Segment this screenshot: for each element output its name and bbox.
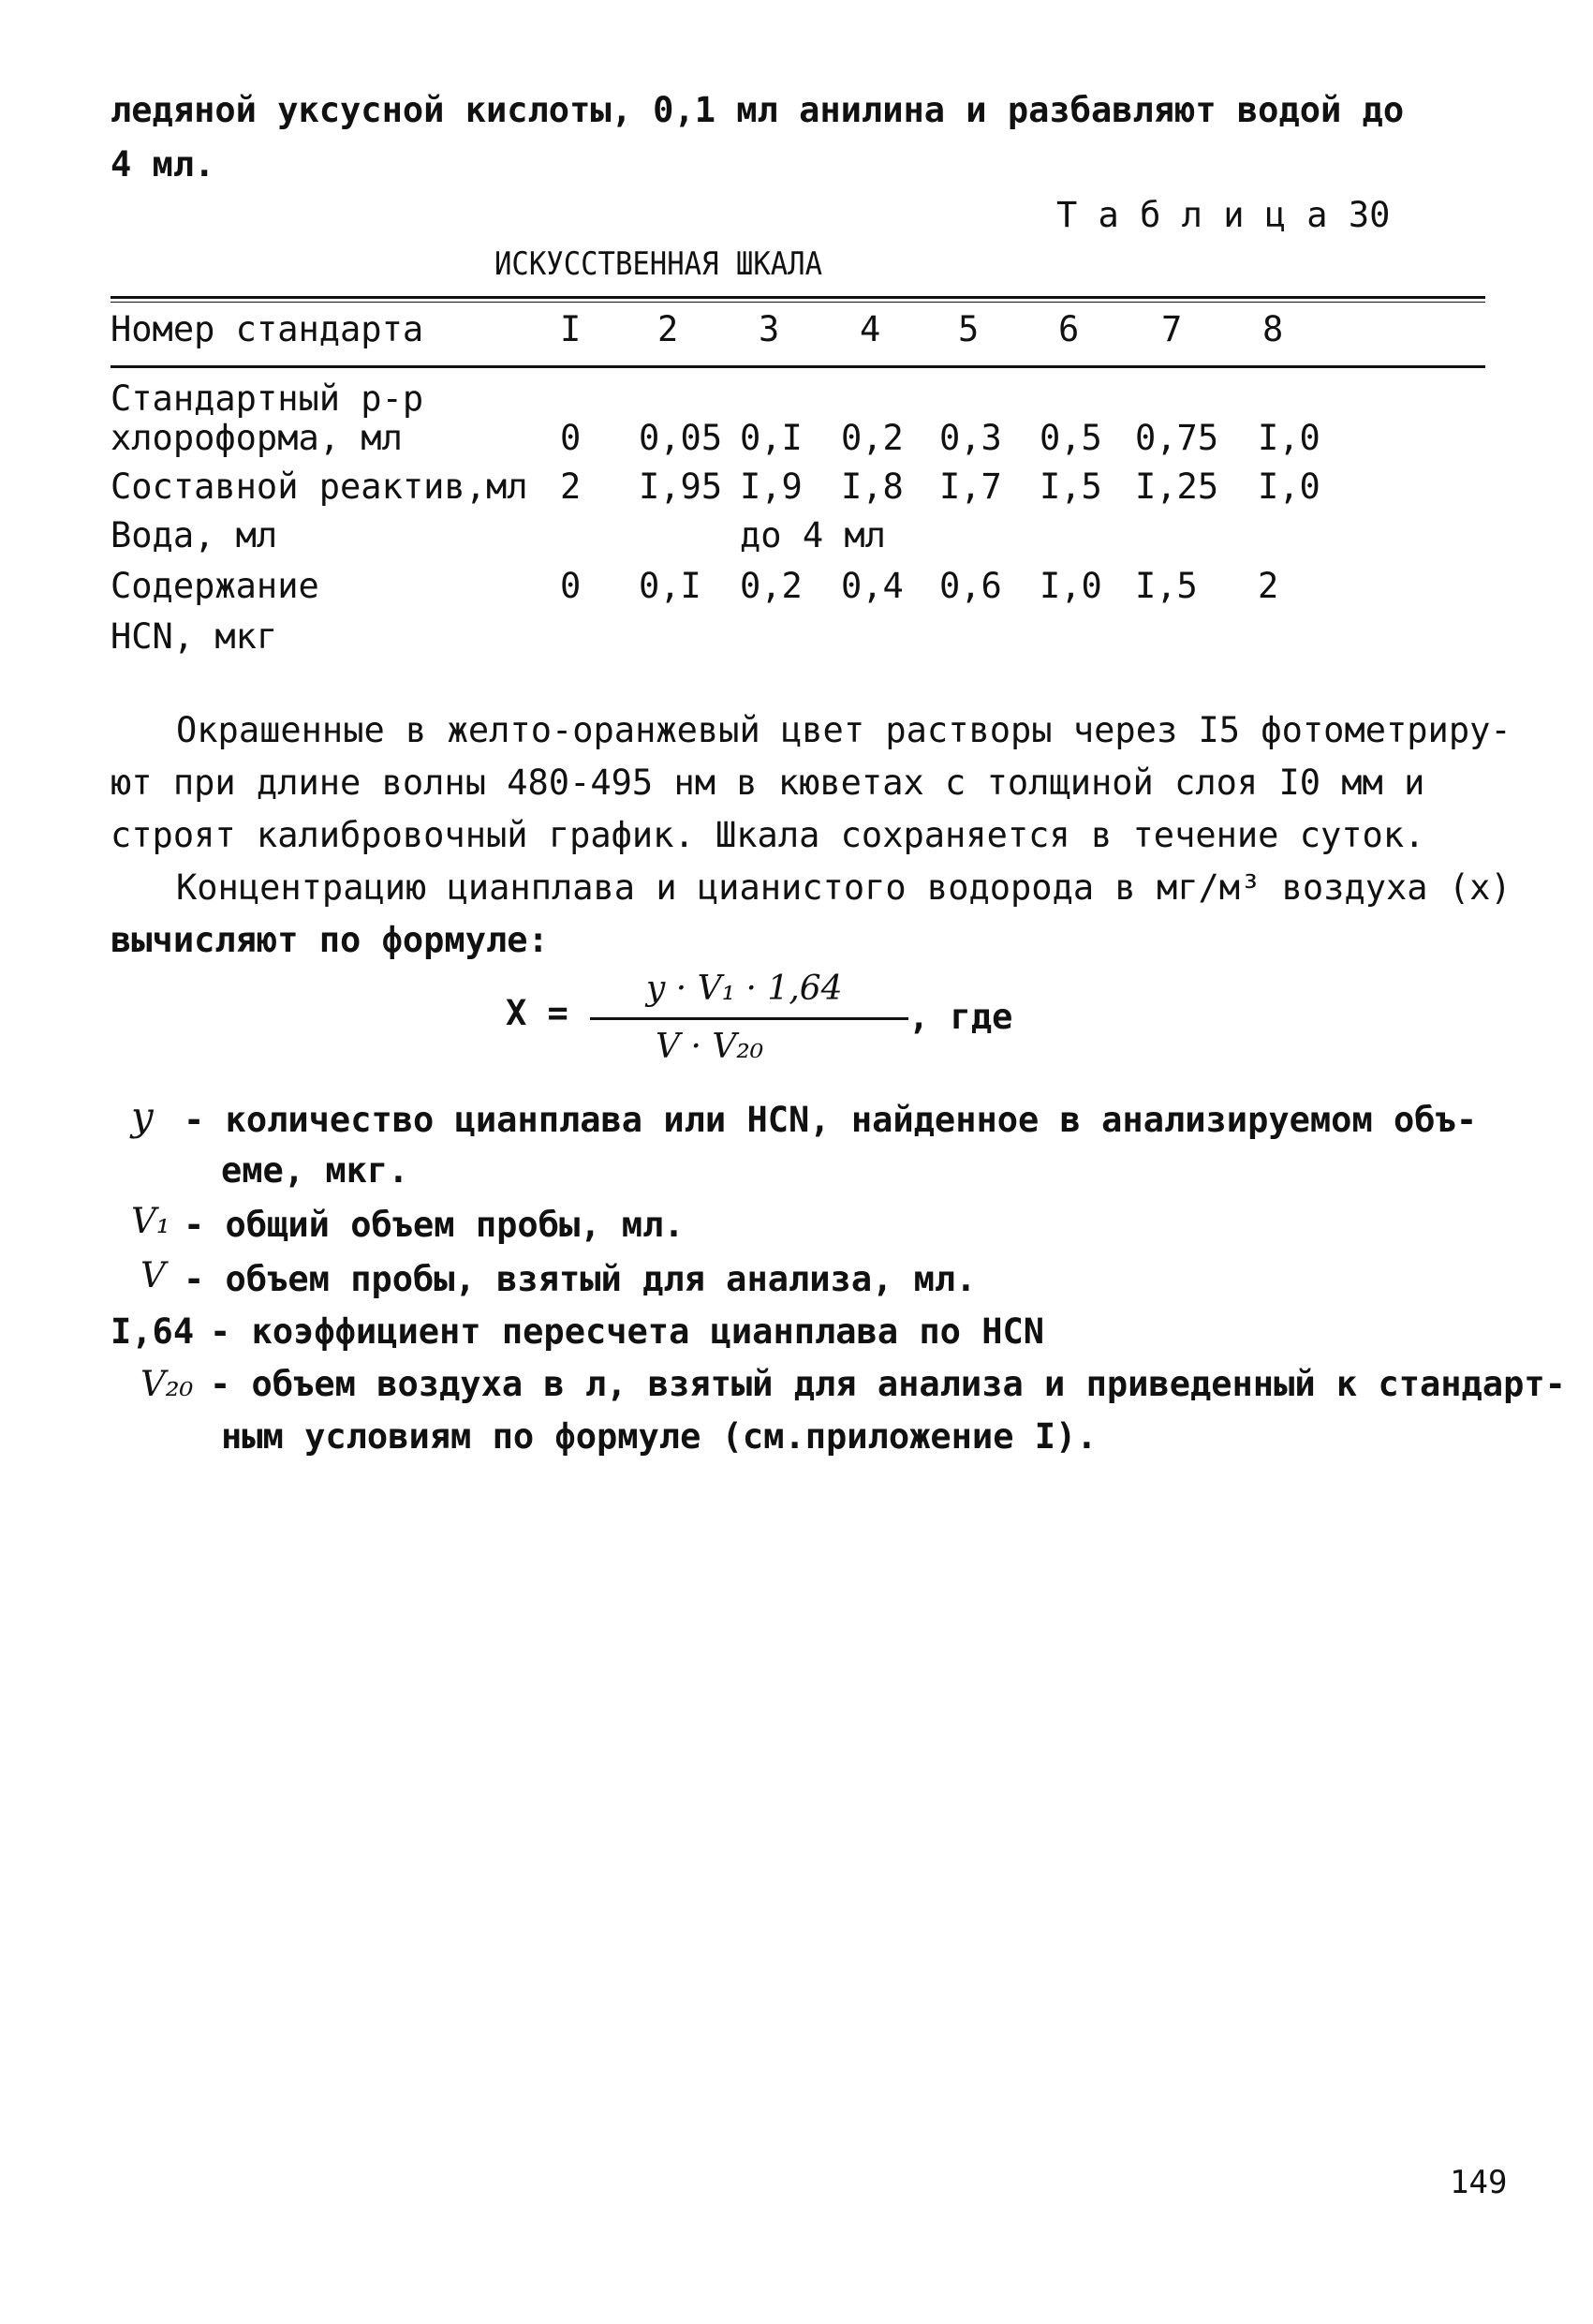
row-2-label: Составной реактив,мл (111, 466, 528, 507)
intro-line-1: ледяной уксусной кислоты, 0,1 мл анилина и разбавляют водой до (111, 90, 1405, 130)
row-4-val-4: 0,4 (841, 566, 904, 606)
row-1-label-line-1: Стандартный р-р (111, 378, 424, 419)
row-4-val-5: 0,6 (939, 566, 1002, 606)
row-2-val-1: 2 (560, 466, 582, 507)
row-1-val-7: 0,75 (1135, 418, 1219, 458)
def-5-symbol: V₂₀ (140, 1364, 194, 1404)
table-header-col-2: 2 (657, 309, 679, 349)
def-2-line-1: - общий объем пробы, мл. (184, 1205, 685, 1245)
row-1-label-line-2: хлороформа, мл (111, 418, 403, 458)
table-header-col-7: 7 (1161, 309, 1183, 349)
row-3-label: Вода, мл (111, 515, 278, 555)
table-top-rule-2 (111, 302, 1485, 303)
row-2-val-2: I,95 (639, 466, 723, 507)
formula-lhs: X = (506, 993, 568, 1033)
row-1-val-5: 0,3 (939, 418, 1002, 458)
row-2-val-5: I,7 (939, 466, 1002, 507)
formula-fraction-bar (590, 1017, 908, 1020)
row-1-val-3: 0,I (740, 418, 803, 458)
def-2-symbol: V₁ (131, 1201, 170, 1241)
table-header-col-6: 6 (1058, 309, 1080, 349)
row-4-val-2: 0,I (639, 566, 701, 606)
para-2-line-2: вычисляют по формуле: (111, 920, 549, 960)
row-1-val-1: 0 (560, 418, 582, 458)
def-3-symbol: V (140, 1255, 166, 1295)
formula-tail: , где (908, 997, 1013, 1037)
para-2-line-1: Концентрацию цианплава и цианистого водорода в мг/м³ воздуха (x) (176, 867, 1512, 908)
row-4-label-line-2: HCN, мкг (111, 616, 278, 657)
para-1-line-3: строят калибровочный график. Шкала сохраняется в течение суток. (111, 815, 1425, 855)
def-4-line-1: - коэффициент пересчета цианплава по HCN (210, 1311, 1045, 1352)
table-header-col-4: 4 (860, 309, 881, 349)
row-2-val-4: I,8 (841, 466, 904, 507)
para-1-line-2: ют при длине волны 480-495 нм в кюветах с толщиной слоя I0 мм и (111, 762, 1425, 803)
para-1-line-1: Окрашенные в желто-оранжевый цвет растворы через I5 фотометриру- (176, 710, 1512, 750)
table-title: ИСКУССТВЕННАЯ ШКАЛА (494, 245, 823, 283)
row-1-val-4: 0,2 (841, 418, 904, 458)
intro-line-2: 4 мл. (111, 144, 215, 185)
row-2-val-7: I,25 (1135, 466, 1219, 507)
table-header-col-8: 8 (1262, 309, 1284, 349)
row-4-val-7: I,5 (1135, 566, 1198, 606)
row-4-val-8: 2 (1258, 566, 1279, 606)
row-4-val-1: 0 (560, 566, 582, 606)
row-2-val-3: I,9 (740, 466, 803, 507)
table-number-label: Т а б л и ц а 30 (1056, 195, 1391, 235)
row-2-val-6: I,5 (1040, 466, 1102, 507)
def-5-line-2: ным условиям по формуле (см.приложение I). (221, 1416, 1098, 1457)
table-header-label: Номер стандарта (111, 309, 424, 349)
table-header-rule (111, 365, 1485, 368)
table-header-col-1: I (560, 309, 582, 349)
row-1-val-6: 0,5 (1040, 418, 1102, 458)
row-4-val-3: 0,2 (740, 566, 803, 606)
formula-denominator: V · V₂₀ (656, 1028, 764, 1066)
def-3-line-1: - объем пробы, взятый для анализа, мл. (184, 1259, 977, 1299)
row-4-val-6: I,0 (1040, 566, 1102, 606)
def-1-symbol: y (131, 1093, 154, 1139)
row-1-val-2: 0,05 (639, 418, 723, 458)
table-header-col-3: 3 (759, 309, 780, 349)
table-header-col-5: 5 (958, 309, 980, 349)
def-5-line-1: - объем воздуха в л, взятый для анализа и приведенный к стандарт- (210, 1364, 1566, 1404)
formula-numerator: y · V₁ · 1,64 (646, 970, 843, 1008)
def-1-line-2: еме, мкг. (221, 1150, 409, 1191)
row-1-val-8: I,0 (1258, 418, 1320, 458)
page-number: 149 (1450, 2164, 1508, 2201)
table-top-rule (111, 296, 1485, 299)
def-1-line-1: - количество цианплава или HCN, найденное в анализируемом объ- (184, 1100, 1478, 1140)
row-4-label-line-1: Содержание (111, 566, 319, 606)
row-3-span-value: до 4 мл (740, 515, 886, 555)
row-2-val-8: I,0 (1258, 466, 1320, 507)
def-4-symbol: I,64 (111, 1311, 195, 1352)
